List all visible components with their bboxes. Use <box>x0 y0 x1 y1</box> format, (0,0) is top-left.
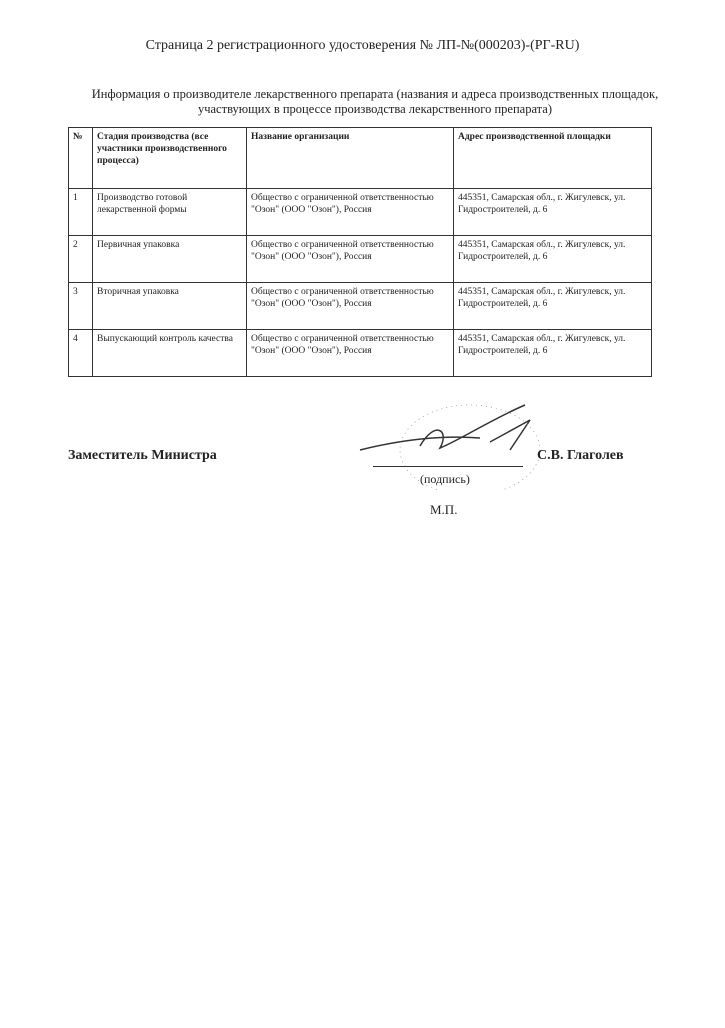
table-header-row <box>69 128 652 189</box>
column-header-address: Адрес производственной площадки <box>454 128 652 189</box>
row-stage: Вторичная упаковка <box>93 283 247 330</box>
row-address: 445351, Самарская обл., г. Жигулевск, ул. Гидростроителей, д. 6 <box>454 330 652 377</box>
column-header-number: № <box>69 128 93 189</box>
intro-text: Информация о производителе лекарственного препарата (названия и адреса производственных площадок, участвующих в процессе производства лекарственного препарата) <box>91 87 659 116</box>
row-organization: Общество с ограниченной ответственностью "Озон" (ООО "Озон"), Россия <box>247 236 454 283</box>
row-number: 4 <box>69 330 93 377</box>
manufacturer-table <box>68 127 652 377</box>
signer-name: С.В. Глаголев <box>537 448 624 463</box>
signature-label: (подпись) <box>420 472 470 486</box>
table-row <box>69 283 652 330</box>
stamp-place-label: М.П. <box>430 502 458 517</box>
row-address: 445351, Самарская обл., г. Жигулевск, ул. Гидростроителей, д. 6 <box>454 283 652 330</box>
row-stage: Выпускающий контроль качества <box>93 330 247 377</box>
signature-line <box>373 466 523 467</box>
table-row <box>69 330 652 377</box>
row-number: 1 <box>69 189 93 236</box>
signer-position: Заместитель Министра <box>68 448 217 463</box>
row-address: 445351, Самарская обл., г. Жигулевск, ул. Гидростроителей, д. 6 <box>454 236 652 283</box>
row-address: 445351, Самарская обл., г. Жигулевск, ул. Гидростроителей, д. 6 <box>454 189 652 236</box>
column-header-organization: Название организации <box>247 128 454 189</box>
row-number: 3 <box>69 283 93 330</box>
table-row <box>69 189 652 236</box>
column-header-stage: Стадия производства (все участники производственного процесса) <box>93 128 247 189</box>
table-row <box>69 236 652 283</box>
row-organization: Общество с ограниченной ответственностью "Озон" (ООО "Озон"), Россия <box>247 189 454 236</box>
row-number: 2 <box>69 236 93 283</box>
row-organization: Общество с ограниченной ответственностью "Озон" (ООО "Озон"), Россия <box>247 283 454 330</box>
row-organization: Общество с ограниченной ответственностью "Озон" (ООО "Озон"), Россия <box>247 330 454 377</box>
row-stage: Производство готовой лекарственной формы <box>93 189 247 236</box>
row-stage: Первичная упаковка <box>93 236 247 283</box>
page-title: Страница 2 регистрационного удостоверения № ЛП-№(000203)-(РГ-RU) <box>145 38 580 53</box>
